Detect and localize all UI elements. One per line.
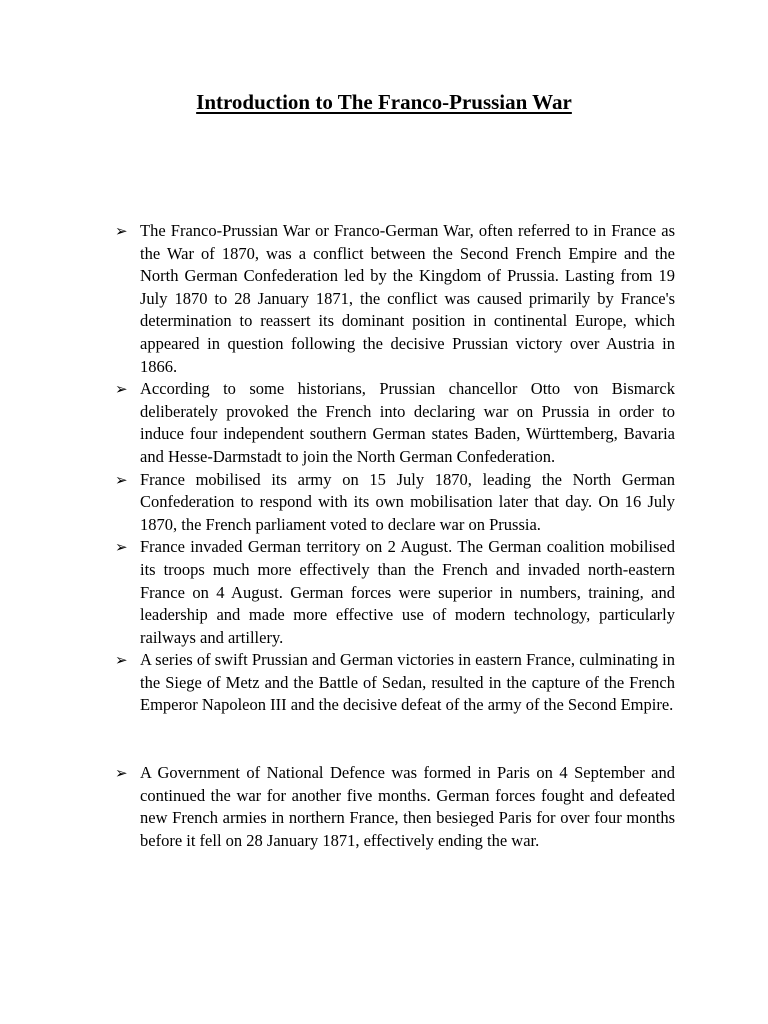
- arrowhead-bullet-icon: ➢: [115, 764, 128, 783]
- list-item: [115, 220, 675, 378]
- page-title-text: Introduction to The Franco-Prussian War: [196, 90, 572, 114]
- arrowhead-bullet-icon: ➢: [115, 538, 128, 557]
- list-item: [115, 649, 675, 717]
- bullet-text: A Government of National Defence was formed in Paris on 4 September and continued the war for another five months. German forces fought and defeated new French armies in northern France, then besieged Paris for over four months before it fell on 28 January 1871, effectively ending the war.: [140, 763, 675, 850]
- arrowhead-bullet-icon: ➢: [115, 380, 128, 399]
- arrowhead-bullet-icon: ➢: [115, 222, 128, 240]
- bullet-text: The Franco-Prussian War or Franco-German War, often referred to in France as the War of 1870, was a conflict between the Second French Empire and the North German Confederation led by the Kingdom of Prussia. Lasting from 19 July 1870 to 28 January 1871, the conflict was caused primarily by France's determination to reassert its dominant position in continental Europe, which appeared in question following the decisive Prussian victory over Austria in 1866.: [140, 221, 675, 376]
- list-item: [115, 469, 675, 537]
- list-item: [115, 536, 675, 649]
- page-title: [0, 88, 768, 116]
- bullet-list: [115, 220, 675, 852]
- bullet-text: A series of swift Prussian and German victories in eastern France, culminating in the Siege of Metz and the Battle of Sedan, resulted in the capture of the French Emperor Napoleon III and the decisive defeat of the army of the Second Empire.: [140, 650, 675, 715]
- bullet-text: France invaded German territory on 2 August. The German coalition mobilised its troops much more effectively than the French and invaded north-eastern France on 4 August. German forces were superior in numbers, training, and leadership and made more effective use of modern technology, particularly railways and artillery.: [140, 537, 675, 647]
- list-item: [115, 378, 675, 468]
- bullet-text: France mobilised its army on 15 July 1870, leading the North German Confederation to respond with its own mobilisation later that day. On 16 July 1870, the French parliament voted to declare war on Prussia.: [140, 469, 675, 534]
- arrowhead-bullet-icon: ➢: [115, 470, 128, 489]
- list-item: [115, 762, 675, 852]
- arrowhead-bullet-icon: ➢: [115, 651, 128, 670]
- bullet-text: According to some historians, Prussian chancellor Otto von Bismarck deliberately provoked the French into declaring war on Prussia in order to induce four independent southern German states Baden, Württemberg, Bavaria and Hesse-Darmstadt to join the North German Confederation.: [140, 379, 675, 466]
